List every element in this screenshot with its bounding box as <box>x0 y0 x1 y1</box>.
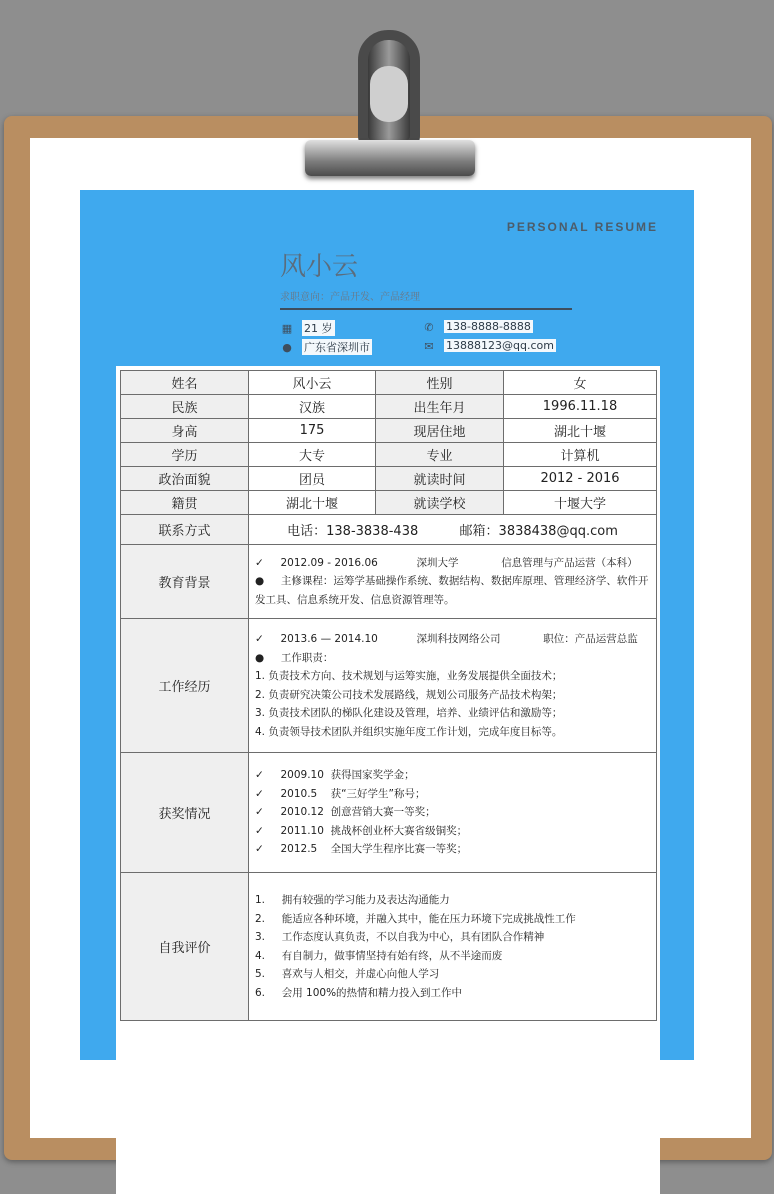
field-value: 湖北十堰 <box>504 419 657 443</box>
table-row <box>121 371 657 395</box>
phone-value: 138-8888-8888 <box>446 320 531 333</box>
field-value: 175 <box>249 419 376 443</box>
list-item: ✓ 2010.12 创意营销大赛一等奖； <box>255 806 436 819</box>
candidate-name: 风小云 <box>280 252 359 282</box>
list-item: 3. 工作态度认真负责，不以自我为中心，具有团队合作精神 <box>255 931 545 943</box>
mail-icon: ✉ <box>424 339 434 353</box>
education-courses: ● 主修课程：运筹学基础操作系统、数据结构、数据库原理、管理经济学、软件开发工具、信息系统开发、信息资源管理等。 <box>255 575 649 606</box>
table-row <box>121 491 657 515</box>
self-label: 自我评价 <box>121 873 249 1021</box>
awards-label: 获奖情况 <box>121 753 249 873</box>
phone-icon: ✆ <box>424 320 434 334</box>
work-content <box>249 619 657 753</box>
table-row <box>121 467 657 491</box>
list-item: 4. 有自制力，做事情坚持有始有终，从不半途而废 <box>255 949 503 962</box>
list-item: ✓ 2012.5 全国大学生程序比赛一等奖； <box>255 843 468 856</box>
list-item: 1. 拥有较强的学习能力及表达沟通能力 <box>255 894 450 906</box>
field-label: 身高 <box>121 419 249 443</box>
self-row <box>121 873 657 1021</box>
field-label: 性别 <box>376 371 504 395</box>
contact-value: 电话：138-3838-438 邮箱：3838438@qq.com <box>249 515 657 545</box>
work-position: 职位：产品运营总监 <box>543 633 638 645</box>
list-item: 1. 负责技术方向、技术规划与运筹实施，业务发展提供全面技术； <box>255 670 563 682</box>
field-value: 湖北十堰 <box>249 491 376 515</box>
education-school: 深圳大学 <box>416 556 459 569</box>
education-period: 2012.09 - 2016.06 <box>280 556 378 569</box>
list-item: 3. 负责技术团队的梯队化建设及管理，培养、业绩评估和激励等； <box>255 707 563 719</box>
resume-panel <box>80 190 694 1060</box>
list-item: ✓ 2009.10 获得国家奖学金； <box>255 769 415 782</box>
work-row <box>121 619 657 753</box>
age-info <box>280 320 335 336</box>
location-value: 广东省深圳市 <box>304 341 370 354</box>
list-item: ✓ 2010.5 获“三好学生”称号； <box>255 787 426 800</box>
check-icon: ✓ <box>255 556 264 569</box>
header-divider <box>280 308 572 310</box>
table-row <box>121 443 657 467</box>
resume-table-wrap <box>116 366 660 1194</box>
table-row <box>121 395 657 419</box>
field-value: 1996.11.18 <box>504 395 657 419</box>
field-label: 就读时间 <box>376 467 504 491</box>
work-company: 深圳科技网络公司 <box>416 633 501 645</box>
resume-table <box>120 370 657 1021</box>
location-info <box>280 339 372 355</box>
education-content <box>249 545 657 619</box>
field-value: 汉族 <box>249 395 376 419</box>
contact-label: 联系方式 <box>121 515 249 545</box>
field-label: 学历 <box>121 443 249 467</box>
awards-row <box>121 753 657 873</box>
field-value: 团员 <box>249 467 376 491</box>
list-item: ✓ 2011.10 挑战杯创业杯大赛省级铜奖； <box>255 824 468 837</box>
field-label: 姓名 <box>121 371 249 395</box>
self-content <box>249 873 657 1021</box>
work-period: 2013.6 — 2014.10 <box>280 633 378 645</box>
field-value: 女 <box>504 371 657 395</box>
list-item: 6. 会用 100%的热情和精力投入到工作中 <box>255 986 463 999</box>
phone-info <box>422 320 533 333</box>
field-value: 2012 - 2016 <box>504 467 657 491</box>
list-item: 4. 负责领导技术团队并组织实施年度工作计划，完成年度目标等。 <box>255 725 563 738</box>
check-icon: ✓ <box>255 633 264 645</box>
field-label: 现居住地 <box>376 419 504 443</box>
education-major: 信息管理与产品运营（本科） <box>501 556 638 569</box>
education-entry <box>255 554 650 573</box>
field-label: 民族 <box>121 395 249 419</box>
calendar-icon: ▦ <box>281 322 293 335</box>
awards-content <box>249 753 657 873</box>
email-value: 13888123@qq.com <box>446 339 554 352</box>
field-value: 计算机 <box>504 443 657 467</box>
work-label: 工作经历 <box>121 619 249 753</box>
table-row <box>121 419 657 443</box>
work-entry <box>255 630 650 649</box>
list-item: 5. 喜欢与人相交，并虚心向他人学习 <box>255 968 440 980</box>
field-label: 政治面貌 <box>121 467 249 491</box>
field-label: 出生年月 <box>376 395 504 419</box>
education-row <box>121 545 657 619</box>
email-info <box>422 339 556 352</box>
field-value: 风小云 <box>249 371 376 395</box>
list-item: 2. 能适应各种环境，并融入其中，能在压力环境下完成挑战性工作 <box>255 912 576 925</box>
age-value: 21 岁 <box>304 322 333 335</box>
duties-title: ● 工作职责： <box>255 651 334 664</box>
education-label: 教育背景 <box>121 545 249 619</box>
job-intent: 求职意向：产品开发、产品经理 <box>280 292 420 303</box>
field-value: 十堰大学 <box>504 491 657 515</box>
field-value: 大专 <box>249 443 376 467</box>
field-label: 就读学校 <box>376 491 504 515</box>
field-label: 籍贯 <box>121 491 249 515</box>
contact-row <box>121 515 657 545</box>
field-label: 专业 <box>376 443 504 467</box>
location-icon: ● <box>282 341 292 354</box>
resume-tag: PERSONAL RESUME <box>506 220 658 234</box>
binder-clip-icon <box>300 30 480 180</box>
list-item: 2. 负责研究决策公司技术发展路线，规划公司服务产品技术构架； <box>255 688 563 701</box>
